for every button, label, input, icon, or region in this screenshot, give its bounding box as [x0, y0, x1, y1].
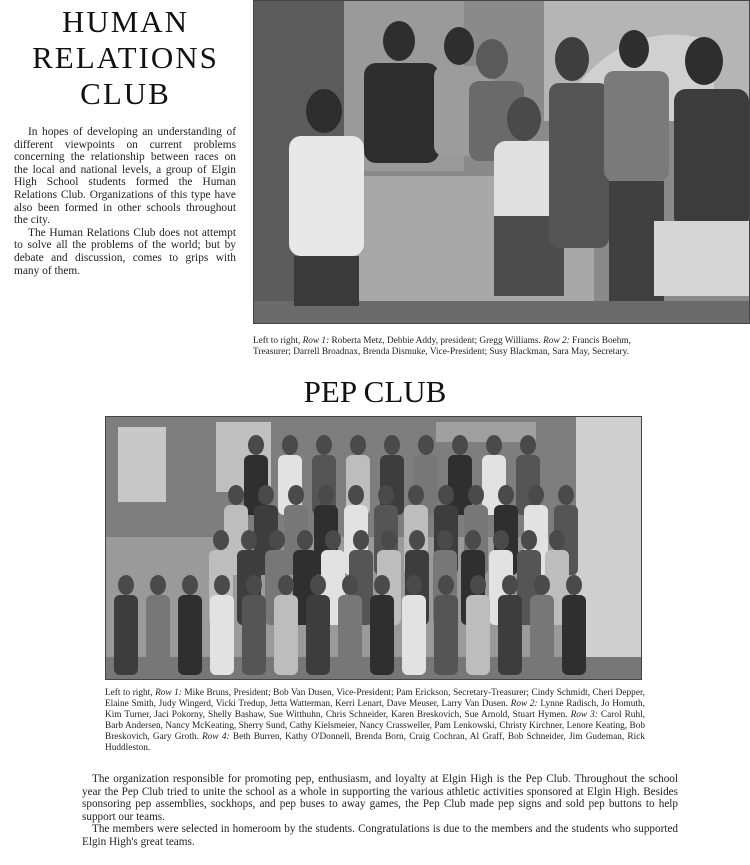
- row-label: Row 4:: [202, 732, 230, 742]
- figure-head: [468, 485, 484, 505]
- figure-head: [353, 530, 369, 550]
- row-label: Row 2:: [543, 336, 570, 346]
- figure-head: [248, 435, 264, 455]
- figure-head: [213, 530, 229, 550]
- human-relations-caption: [253, 336, 643, 358]
- row-label: Row 2:: [510, 699, 538, 709]
- figure-head: [282, 435, 298, 455]
- figure-head: [409, 530, 425, 550]
- figure-head: [318, 485, 334, 505]
- figure-head: [549, 530, 565, 550]
- figure-head: [465, 530, 481, 550]
- row-names: Beth Burren, Kathy O'Donnell, Brenda Born, Craig Cochran, Al Graff, Bob Schneider, Jim Gudeman, Rick Huddleston.: [105, 732, 645, 753]
- figure-head: [348, 485, 364, 505]
- figure-body: [562, 595, 586, 675]
- figure-head: [246, 575, 262, 595]
- figure-body: [114, 595, 138, 675]
- figure-head: [534, 575, 550, 595]
- row-label: Row 3:: [570, 710, 598, 720]
- paragraph: The organization responsible for promoting pep, enthusiasm, and loyalty at Elgin High is the Pep Club. Throughout the school year the Pep Club tried to unite the school as a whole in supporting the various athletic activities sponsored at Elgin High. Besides sponsoring pep assemblies, sockhops, and pep buses to away games, the Pep Club made pep signs and sold pep buttons to help support our teams.: [82, 773, 678, 823]
- figure-head: [310, 575, 326, 595]
- figure-head: [418, 435, 434, 455]
- figure-head: [182, 575, 198, 595]
- pep-club-description: [82, 773, 678, 849]
- figure-body: [146, 595, 170, 675]
- figure-head: [406, 575, 422, 595]
- figure-body: [530, 595, 554, 675]
- figure-body: [402, 595, 426, 675]
- figure-head: [384, 435, 400, 455]
- title-line: RELATIONS: [32, 40, 219, 75]
- figure-head: [437, 530, 453, 550]
- pep-club-group-photo: [105, 416, 642, 680]
- row-names: Francis Boehm, Treasurer; Darrell Broadnax, Brenda Dismuke, Vice-President; Susy Blackman, Sara May, Secretary.: [253, 336, 631, 357]
- figure-head: [342, 575, 358, 595]
- pep-club-title: PEP CLUB: [303, 374, 447, 409]
- figure-head: [408, 485, 424, 505]
- figure-head: [486, 435, 502, 455]
- caption-prefix: Left to right,: [105, 688, 156, 698]
- figure-head: [452, 435, 468, 455]
- figure-body: [274, 595, 298, 675]
- figure-body: [306, 595, 330, 675]
- row-names: Carol Ruhl, Barb Andersen, Nancy McKeating, Sherry Sund, Cathy Kielsmeier, Nancy Crassweller, Pam Lenkowski, Christy Kirchner, Lenore Keating, Bob Breskovich, Gary Groth.: [105, 710, 645, 742]
- row-names: Lynne Radisch, Jo Homuth, Kim Turner, Jaci Pokorny, Shelly Bashaw, Sue Witthuhn, Chris Schneider, Karen Breskovich, Sue Arnold, Stuart Hymen.: [105, 699, 645, 720]
- figure-body: [434, 595, 458, 675]
- figure-head: [214, 575, 230, 595]
- figure-head: [493, 530, 509, 550]
- row-label: Row 1:: [155, 688, 182, 698]
- figure-head: [521, 530, 537, 550]
- figure-body: [178, 595, 202, 675]
- figure-body: [370, 595, 394, 675]
- figure-head: [566, 575, 582, 595]
- figure-head: [316, 435, 332, 455]
- pep-club-caption: [105, 688, 645, 754]
- paragraph: The Human Relations Club does not attempt to solve all the problems of the world; but by debate and discussion, comes to grips with many of them.: [14, 226, 236, 277]
- figure-head: [241, 530, 257, 550]
- figure-body: [466, 595, 490, 675]
- figure-head: [228, 485, 244, 505]
- caption-prefix: Left to right,: [253, 336, 303, 346]
- figure-head: [288, 485, 304, 505]
- figure-head: [470, 575, 486, 595]
- figure-head: [558, 485, 574, 505]
- title-line: CLUB: [80, 76, 171, 111]
- figure-head: [520, 435, 536, 455]
- figure-head: [528, 485, 544, 505]
- figure-head: [269, 530, 285, 550]
- figure-head: [350, 435, 366, 455]
- figure-head: [378, 485, 394, 505]
- figure-head: [381, 530, 397, 550]
- figure-head: [278, 575, 294, 595]
- figure-head: [118, 575, 134, 595]
- figure-head: [150, 575, 166, 595]
- figure-head: [374, 575, 390, 595]
- title-line: HUMAN: [61, 4, 190, 39]
- human-relations-group-photo: [253, 0, 750, 324]
- paragraph: The members were selected in homeroom by the students. Congratulations is due to the members and the students who supported Elgin High's great teams.: [82, 823, 678, 848]
- figure-head: [325, 530, 341, 550]
- figure-head: [502, 575, 518, 595]
- figure-head: [297, 530, 313, 550]
- row-names: Roberta Metz, Debbie Addy, president; Gregg Williams.: [329, 336, 544, 346]
- human-relations-club-title: [18, 4, 233, 112]
- figure-body: [210, 595, 234, 675]
- row-label: Row 1:: [302, 336, 330, 346]
- paragraph: In hopes of developing an understanding of different viewpoints on current problems concerning the relationship between races on the local and national levels, a group of Elgin High School students formed the Human Relations Club. Organizations of this type have also been formed in other schools throughout the city.: [14, 126, 236, 227]
- figure-head: [258, 485, 274, 505]
- figure-head: [438, 485, 454, 505]
- human-relations-description: [14, 126, 236, 277]
- row-names: Mike Bruns, President; Bob Van Dusen, Vice-President; Pam Erickson, Secretary-Treasurer; Cindy Schmidt, Cheri Depper, Elaine Smith, Judy Wingerd, Vicki Tredup, Jetta Watterman, Kerri Lenart, Dave Meuser, Larry Van Dusen.: [105, 688, 645, 709]
- figure-body: [242, 595, 266, 675]
- figure-head: [438, 575, 454, 595]
- figure-body: [338, 595, 362, 675]
- figure-head: [498, 485, 514, 505]
- figure-body: [498, 595, 522, 675]
